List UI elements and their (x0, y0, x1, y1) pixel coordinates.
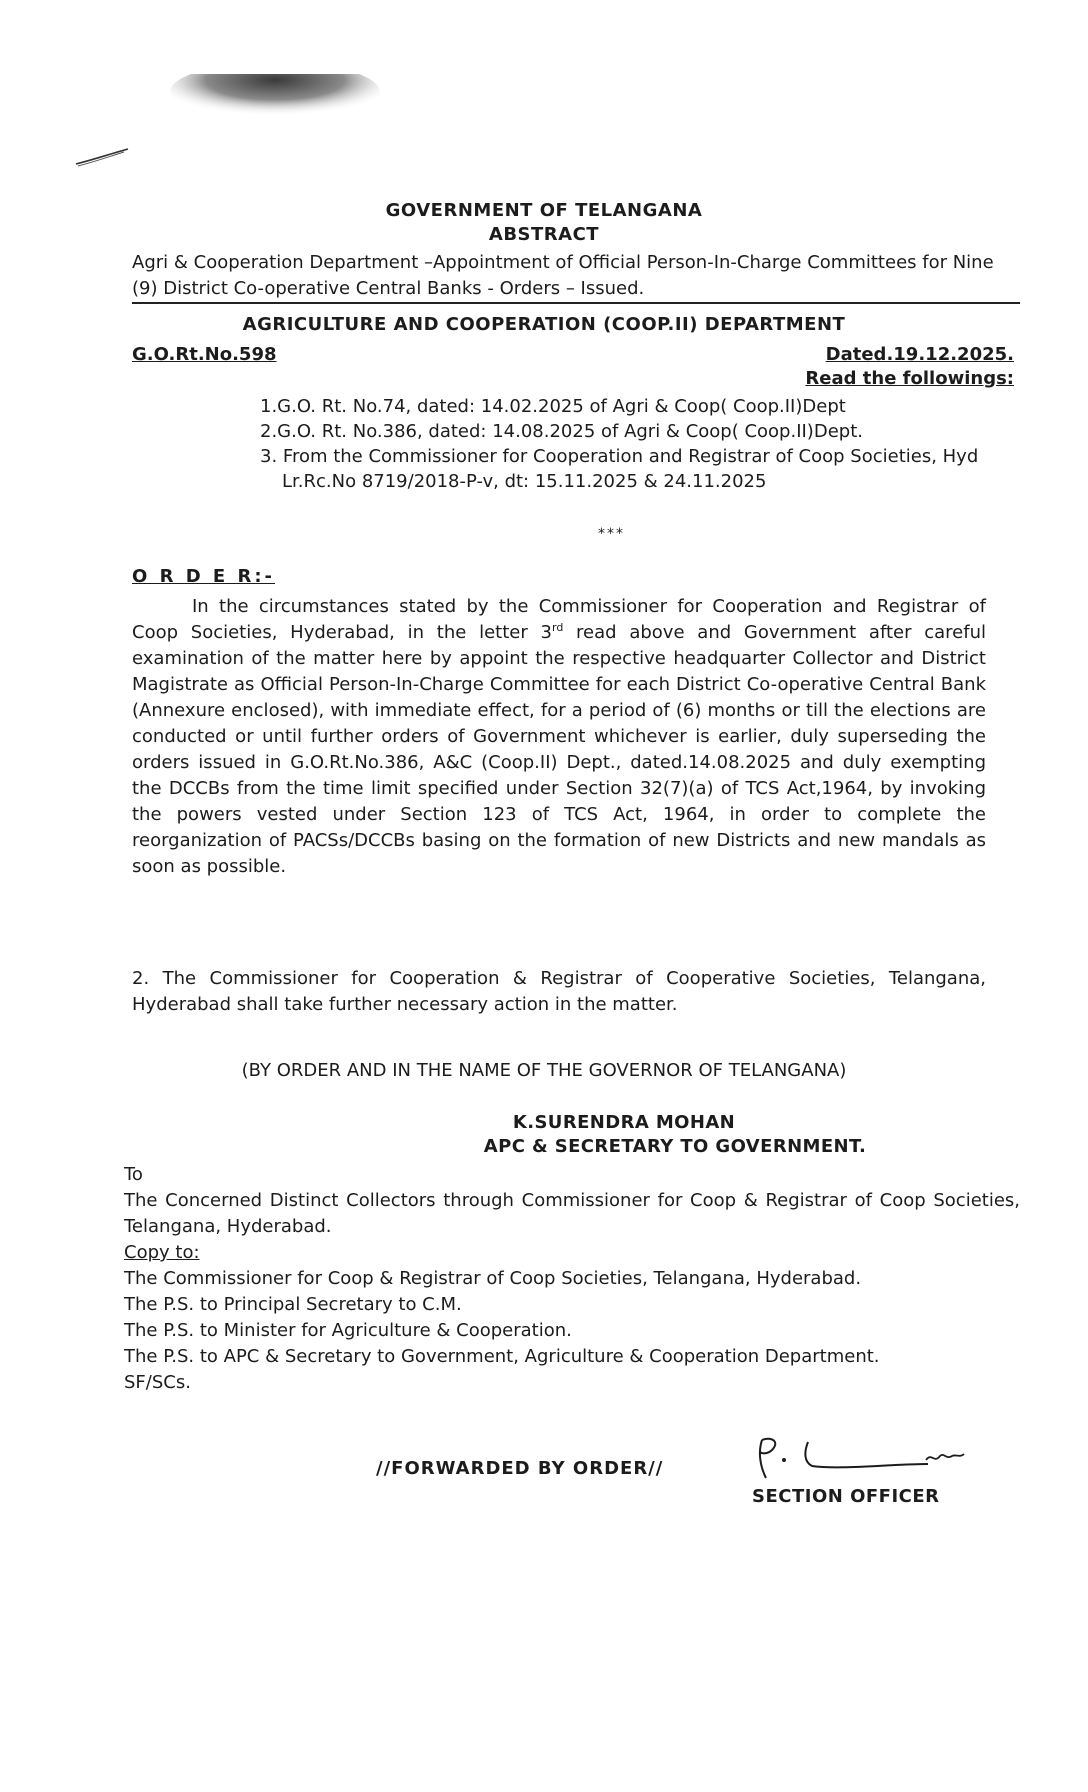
order-heading: O R D E R:- (132, 566, 275, 587)
reference-item: 1.G.O. Rt. No.74, dated: 14.02.2025 of Agri & Coop( Coop.II)Dept (260, 396, 846, 417)
handwritten-signature (750, 1430, 1000, 1486)
copy-recipient: The Commissioner for Coop & Registrar of Coop Societies, Telangana, Hyderabad. (124, 1268, 862, 1289)
go-number: G.O.Rt.No.598 (132, 344, 277, 365)
by-order-line: (BY ORDER AND IN THE NAME OF THE GOVERNOR OF TELANGANA) (241, 1060, 847, 1081)
scanned-stamp-blot (165, 74, 385, 134)
para1-text-b: read above and Government after careful examination of the matter here by appoint the respective headquarter Collector and District Magistrate as Official Person-In-Charge Committee for each District Co-operative Central Bank (Annexure enclosed), with immediate effect, for a period of (6) months or till the elections are conducted or until further orders of Government whichever is earlier, duly superseding the orders issued in G.O.Rt.No.386, A&C (Coop.II) Dept., dated.14.08.2025 and duly exempting the DCCBs from the time limit specified under Section 32(7)(a) of TCS Act,1964, by invoking the powers vested under Section 123 of TCS Act, 1964, in order to complete the reorganization of PACSs/DCCBs basing on the formation of new Districts and new mandals as soon as possible. (132, 622, 987, 877)
copy-recipient: The P.S. to Minister for Agriculture & Cooperation. (124, 1320, 572, 1341)
copy-to-label: Copy to: (124, 1242, 200, 1263)
separator-stars: *** (598, 526, 625, 542)
header-divider (132, 302, 1020, 304)
para1-superscript: rd (551, 621, 564, 634)
reference-item: 3. From the Commissioner for Cooperation and Registrar of Coop Societies, Hyd Lr.Rc.No 8719/2018-P-v, dt: 15.11.2025 & 24.11.2025 (260, 446, 979, 492)
reference-list (260, 394, 1020, 494)
distribution-list (124, 1162, 1020, 1396)
signatory-title: APC & SECRETARY TO GOVERNMENT. (483, 1136, 867, 1157)
copy-recipient: The P.S. to APC & Secretary to Government, Agriculture & Cooperation Department. (124, 1346, 880, 1367)
to-label: To (124, 1164, 143, 1185)
copy-recipient: The P.S. to Principal Secretary to C.M. (124, 1294, 462, 1315)
department-title: AGRICULTURE AND COOPERATION (COOP.II) DEPARTMENT (242, 314, 846, 335)
order-paragraph-1 (132, 594, 986, 880)
section-officer-label: SECTION OFFICER (752, 1486, 940, 1507)
abstract-title: ABSTRACT (488, 224, 600, 245)
order-date: Dated.19.12.2025. (825, 344, 1014, 365)
para1-text-a: In the circumstances stated by the Commissioner for Cooperation and Registrar of Coop Societies, Hyderabad, in the letter 3 (132, 596, 986, 643)
copy-recipient: SF/SCs. (124, 1372, 191, 1393)
order-paragraph-2: 2. The Commissioner for Cooperation & Registrar of Cooperative Societies, Telangana, Hyderabad shall take further necessary action in the matter. (132, 968, 986, 1015)
government-title: GOVERNMENT OF TELANGANA (385, 200, 703, 221)
subject-line: Agri & Cooperation Department –Appointment of Official Person-In-Charge Committees for Nine (9) District Co-operative Central Banks - Orders – Issued. (132, 252, 994, 299)
reference-item: 2.G.O. Rt. No.386, dated: 14.08.2025 of Agri & Coop( Coop.II)Dept. (260, 421, 863, 442)
forwarded-by-order: //FORWARDED BY ORDER// (376, 1458, 664, 1479)
signatory-name: K.SURENDRA MOHAN (512, 1112, 736, 1133)
read-followings-label: Read the followings: (805, 368, 1014, 389)
to-recipient: The Concerned Distinct Collectors through Commissioner for Coop & Registrar of Coop Societies, Telangana, Hyderabad. (124, 1190, 1020, 1237)
pen-mark (74, 146, 130, 168)
